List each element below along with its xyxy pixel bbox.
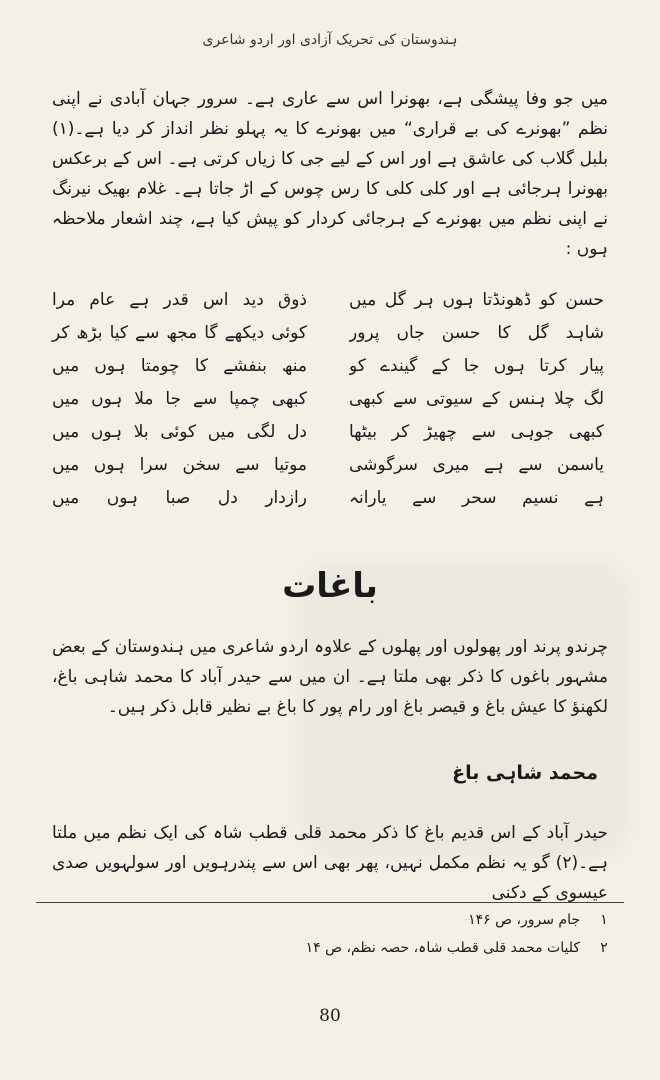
couplet: [46, 317, 614, 350]
couplet: [46, 350, 614, 383]
couplet: [46, 383, 614, 416]
verse-second-line: دل لگی میں کوئی بلا ہوں میں: [52, 422, 307, 442]
footnote: [306, 906, 610, 934]
verse-first-line: یاسمن سے ہے میری سرگوشی: [349, 455, 604, 475]
footnote-number: ۲: [600, 940, 608, 956]
poem-couplets: [46, 284, 614, 515]
couplet: [46, 482, 614, 515]
running-head: ہندوستان کی تحریک آزادی اور اردو شاعری: [202, 32, 458, 48]
verse-first-line: ہے نسیم سحر سے یارانہ: [349, 488, 604, 508]
footnote-number: ۱: [600, 912, 608, 928]
footnote-text: جام سرور، ص ۱۴۶: [468, 912, 580, 928]
verse-first-line: حسن کو ڈھونڈتا ہوں ہر گل میں: [349, 290, 604, 310]
verse-second-line: ذوق دید اس قدر ہے عام مرا: [52, 290, 307, 310]
footnotes: [306, 906, 610, 962]
footnote: [306, 934, 610, 962]
verse-first-line: پیار کرتا ہوں جا کے گیندے کو: [349, 356, 604, 376]
verse-second-line: رازدار دل صبا ہوں میں: [52, 488, 307, 508]
section-heading: باغات: [282, 566, 378, 606]
footnote-text: کلیات محمد قلی قطب شاہ، حصہ نظم، ص ۱۴: [305, 940, 580, 956]
couplet: [46, 284, 614, 317]
couplet: [46, 416, 614, 449]
verse-first-line: لگ چلا ہنس کے سیوتی سے کبھی: [349, 389, 604, 409]
verse-first-line: کبھی جوہی سے چھیڑ کر بیٹھا: [349, 422, 604, 442]
verse-second-line: منھ بنفشے کا چومتا ہوں میں: [52, 356, 307, 376]
sub-heading: محمد شاہی باغ: [452, 762, 598, 784]
paragraph-gardens: چرندو پرند اور پھولوں اور پھلوں کے علاوہ اردو شاعری میں ہندوستان کے بعض مشہور باغوں کا ذکر بھی ملتا ہے۔ ان میں سے حیدر آباد کا محمد شاہی باغ، لکھنؤ کا عیش باغ و قیصر باغ اور رام پور کا باغ بے نظیر قابل ذکر ہیں۔: [52, 637, 608, 717]
verse-second-line: کوئی دیکھے گا مجھ سے کیا بڑھ کر: [52, 323, 307, 343]
verse-first-line: شاہد گل کا حسن جاں پرور: [349, 323, 604, 343]
paragraph-hyderabad: حیدر آباد کے اس قدیم باغ کا ذکر محمد قلی قطب شاہ کی ایک نظم میں ملتا ہے۔(۲) گو یہ نظم مکمل نہیں، پھر بھی اس سے پندرہویں اور سولہویں صدی عیسوی کے دکنی: [52, 823, 608, 903]
footnote-divider: [36, 902, 624, 903]
verse-second-line: کبھی چمپا سے جا ملا ہوں میں: [52, 389, 307, 409]
page-number: 80: [319, 1006, 341, 1026]
paragraph-intro: میں جو وفا پیشگی ہے، بھونرا اس سے عاری ہے۔ سرور جہان آبادی نے اپنی نظم ”بھونرے کی بے قراری“ میں بھونرے کا یہ پہلو نظر انداز کر دیا ہے۔(۱) بلبل گلاب کی عاشق ہے اور اس کے لیے جی کا زیاں کرتی ہے۔ اس کے برعکس بھونرا ہرجائی ہے اور کلی کلی کا رس چوس کے اڑ جاتا ہے۔ غلام بھیک نیرنگ نے اپنی نظم میں بھونرے کے ہرجائی کردار کو پیش کیا ہے، چند اشعار ملاحظہ ہوں :: [52, 89, 608, 259]
verse-second-line: موتیا سے سخن سرا ہوں میں: [52, 455, 307, 475]
couplet: [46, 449, 614, 482]
